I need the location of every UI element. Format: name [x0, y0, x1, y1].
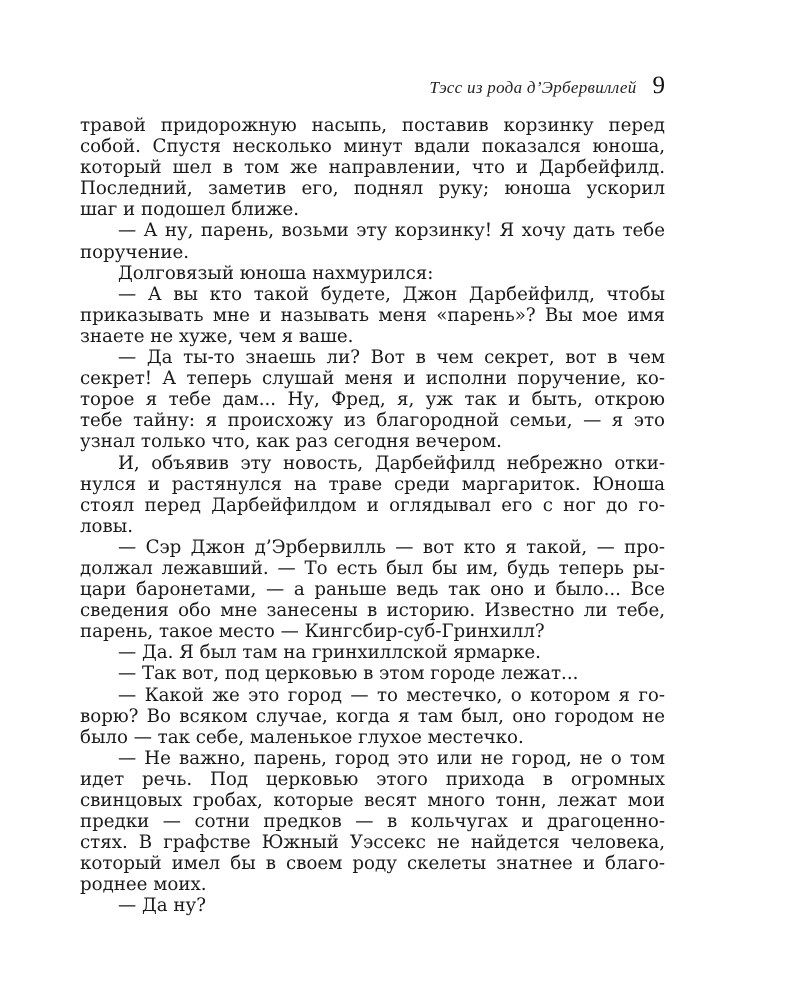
text-line: И, объявив эту новость, Дарбейфилд небрежно отки-	[118, 452, 665, 474]
text-line: должал лежавший. — То есть был бы им, будь теперь ры-	[80, 557, 665, 579]
text-line: свинцовых гробах, которые весят много тонн, лежат мои	[80, 790, 665, 811]
text-line: нулся и растянулся на траве среди маргариток. Юноша	[80, 473, 665, 495]
text-line: Долговязый юноша нахмурился:	[118, 262, 434, 284]
text-line: цари баронетами, — а раньше ведь так оно и было... Все	[80, 579, 665, 601]
text-line: предки — сотни предков — в кольчугах и драгоценно-	[80, 811, 665, 833]
text-line: идет речь. Под церковью этого прихода в огромных	[80, 768, 665, 790]
text-line: узнал только что, как раз сегодня вечером.	[80, 431, 502, 453]
text-line: который имел бы в своем роду скелеты знатнее и благо-	[80, 853, 665, 875]
text-line: роднее моих.	[80, 874, 207, 896]
text-line: ворю? Во всяком случае, когда я там был, оно городом не	[80, 705, 665, 727]
text-line: — Какой же это город — то местечко, о котором я го-	[118, 684, 665, 706]
text-line: — Так вот, под церковью в этом городе лежат...	[118, 663, 579, 685]
text-line: который шел в том же направлении, что и Дарбейфилд.	[80, 157, 665, 179]
text-line: — Не важно, парень, город это или не город, не о том	[118, 747, 665, 769]
text-line: — Да ну?	[118, 895, 206, 917]
text-line: тебе тайну: я происхожу из благородной семьи, — я это	[80, 410, 665, 432]
text-line: — Да ты-то знаешь ли? Вот в чем секрет, вот в чем	[118, 347, 665, 369]
text-line: — Да. Я был там на гринхиллской ярмарке.	[118, 642, 541, 664]
text-line: собой. Спустя несколько минут вдали показался юноша,	[80, 136, 665, 158]
text-line: — А ну, парень, возьми эту корзинку! Я хочу дать тебе	[118, 220, 665, 242]
text-line: поручение.	[80, 241, 189, 263]
page-header	[429, 72, 665, 100]
text-line: секрет! А теперь слушай меня и исполни поручение, ко-	[80, 368, 665, 390]
text-line: травой придорожную насыпь, поставив корзинку перед	[80, 115, 665, 136]
book-page	[80, 0, 665, 1000]
text-line: было — так себе, маленькое глухое местечко.	[80, 726, 524, 748]
text-line: знаете не хуже, чем я ваше.	[80, 325, 354, 347]
text-line: ловы.	[80, 515, 133, 537]
text-line: приказывать мне и называть меня «парень»? Вы мое имя	[80, 304, 665, 326]
text-line: шаг и подошел ближе.	[80, 199, 300, 221]
text-line: стоял перед Дарбейфилдом и оглядывал его с ног до го-	[80, 494, 665, 516]
text-line: стях. В графстве Южный Уэссекс не найдется человека,	[80, 832, 665, 854]
running-title: Тэсс из рода д’Эрбервиллей	[429, 78, 637, 97]
text-line: сведения обо мне занесены в историю. Известно ли тебе,	[80, 600, 665, 622]
body-text	[80, 115, 665, 917]
text-line: торое я тебе дам... Ну, Фред, я, уж так и быть, открою	[80, 389, 665, 411]
text-line: — Сэр Джон д’Эрбервилль — вот кто я такой, — про-	[118, 536, 665, 558]
text-line: Последний, заметив его, поднял руку; юноша ускорил	[80, 178, 665, 200]
page-number: 9	[652, 72, 665, 99]
text-line: — А вы кто такой будете, Джон Дарбейфилд, чтобы	[118, 283, 665, 305]
text-line: парень, такое место — Кингсбир-суб-Гринхилл?	[80, 621, 545, 643]
